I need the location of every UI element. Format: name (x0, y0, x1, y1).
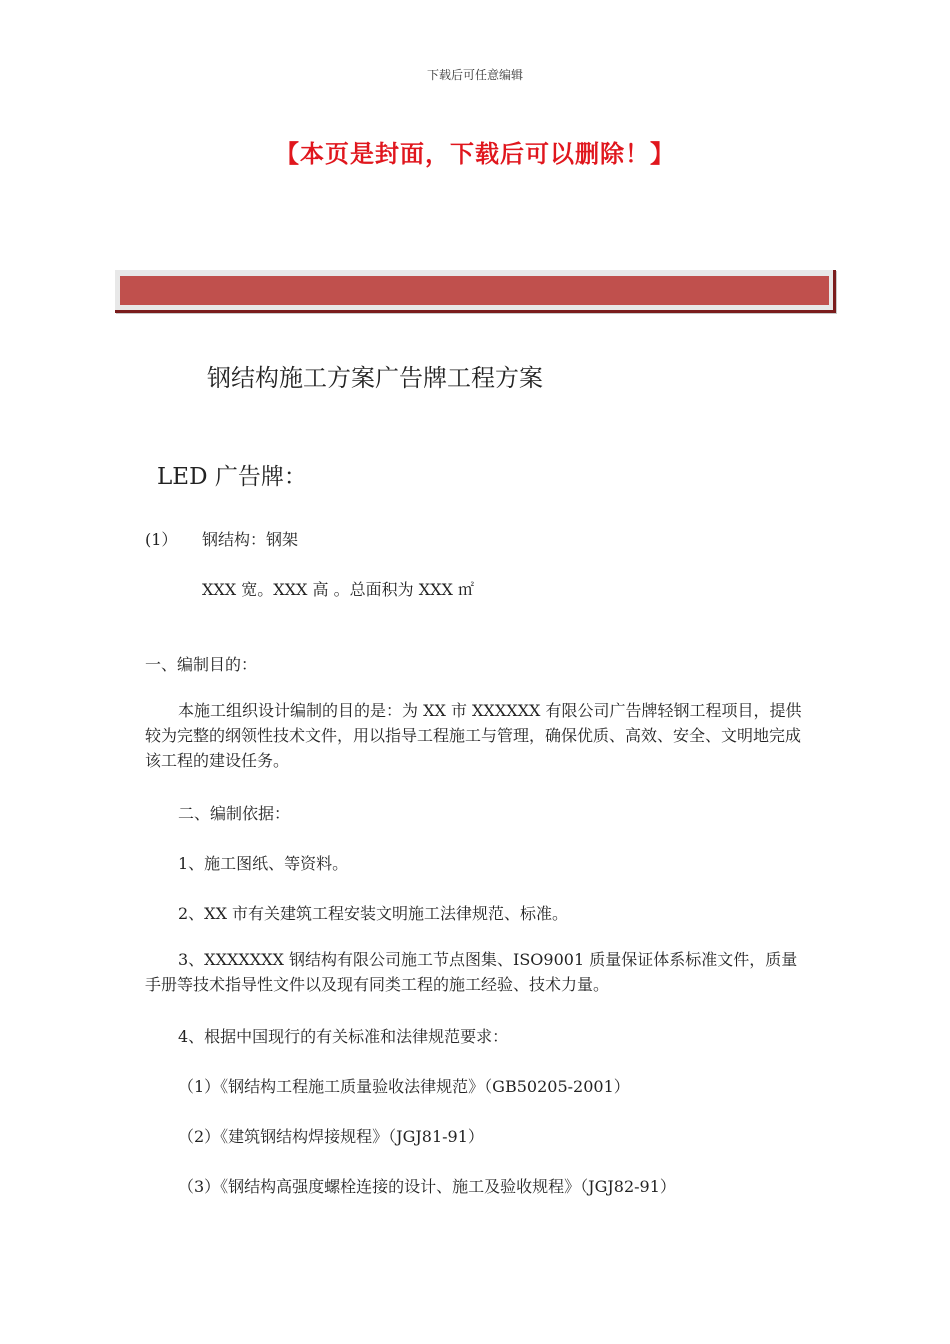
page-header-note: 下载后可任意编辑 (426, 68, 523, 82)
basis-item-3-block (145, 947, 810, 997)
decorative-banner (115, 270, 836, 313)
standard-2: （2）《建筑钢结构焊接规程》（JGJ81-91） (178, 1127, 484, 1146)
section1-body (145, 698, 810, 773)
dimensions-line: XXX 宽。XXX 高 。总面积为 XXX ㎡ (202, 580, 474, 599)
section1-heading: 一、编制目的： (145, 655, 258, 674)
section1-paragraph: 本施工组织设计编制的目的是：为 XX 市 XXXXXX 有限公司广告牌轻钢工程项目，提供较为完整的纲领性技术文件，用以指导工程施工与管理，确保优质、高效、安全、文明地完成该工程的建设任务。 (145, 701, 802, 770)
section2-heading: 二、编制依据： (178, 804, 291, 823)
document-title: 钢结构施工方案广告牌工程方案 (207, 364, 543, 392)
item-number: (1） (145, 530, 178, 549)
basis-item-2: 2、XX 市有关建筑工程安装文明施工法律规范、标准。 (178, 904, 569, 923)
banner-fill (120, 276, 829, 305)
basis-item-3: 3、XXXXXXX 钢结构有限公司施工节点图集、ISO9001 质量保证体系标准文件，质量手册等技术指导性文件以及现有同类工程的施工经验、技术力量。 (145, 950, 798, 994)
standard-3: （3）《钢结构高强度螺栓连接的设计、施工及验收规程》（JGJ82-91） (178, 1177, 676, 1196)
basis-item-4: 4、根据中国现行的有关标准和法律规范要求： (178, 1027, 509, 1046)
standard-1: （1）《钢结构工程施工质量验收法律规范》（GB50205-2001） (178, 1077, 630, 1096)
cover-notice: 【本页是封面，下载后可以删除！】 (275, 140, 675, 168)
led-heading: LED 广告牌： (157, 464, 307, 490)
basis-item-1: 1、施工图纸、等资料。 (178, 854, 349, 873)
item-text: 钢结构：钢架 (202, 530, 299, 549)
